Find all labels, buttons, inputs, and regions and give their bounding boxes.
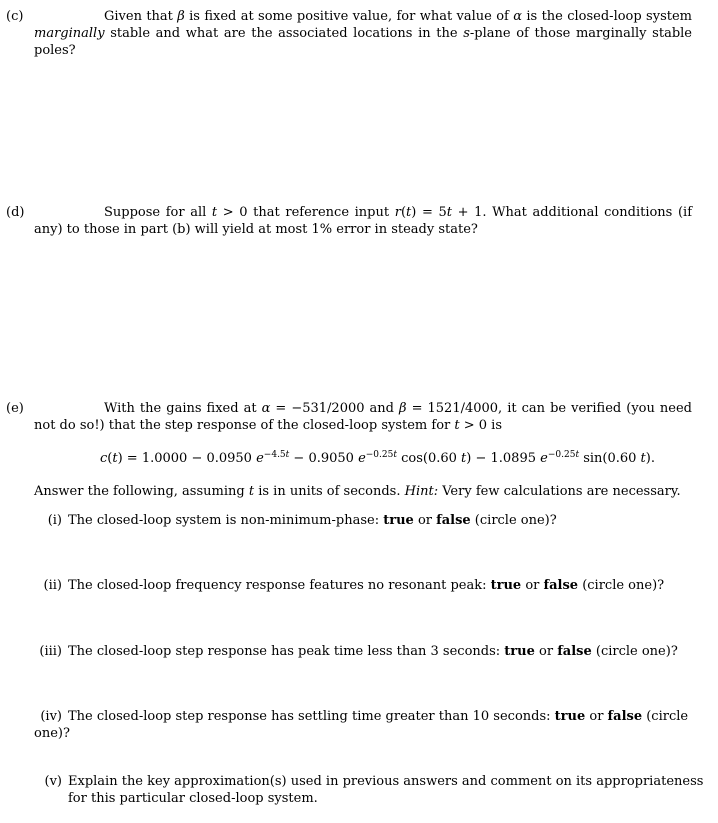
- item-text: The closed-loop step response has peak time less than 3 seconds: true or false (circle one)?: [68, 644, 678, 659]
- item-number: (ii): [43, 578, 62, 593]
- part-e-intro-text: With the gains fixed at α = −531/2000 and β = 1521/4000, it can be verified (you need not do so!) that the step response of the closed-loop system for t > 0 is: [34, 401, 692, 433]
- item-text: The closed-loop step response has settling time greater than 10 seconds: true or false (circle one)?: [34, 709, 689, 741]
- part-e-instruction: Answer the following, assuming t is in units of seconds. Hint: Very few calculations are necessary.: [34, 484, 681, 499]
- item-number: (iv): [40, 709, 62, 724]
- item-iii: [34, 643, 692, 660]
- part-c-text: Given that β is fixed at some positive value, for what value of α is the closed-loop system marginally stable and what are the associated locations in the s-plane of those marginally stable poles?: [34, 9, 692, 58]
- item-i: [34, 512, 692, 529]
- part-d-text: Suppose for all t > 0 that reference input r(t) = 5t + 1. What additional conditions (if any) to those in part (b) will yield at most 1% error in steady state?: [34, 205, 693, 237]
- item-v: [34, 773, 718, 807]
- item-number: (v): [44, 774, 62, 789]
- step-response-equation: c(t) = 1.0000 − 0.0950 $e^{-4.5t} - 0.9050$ $e^{-0.25t}$ cos(0.60 t) − 1.0895 $e^{-0.25t}$ sin(0.60 t).: [100, 450, 655, 466]
- part-c-question: [34, 8, 692, 59]
- item-ii: [34, 577, 692, 594]
- part-c-label: (c): [6, 9, 24, 24]
- item-text: The closed-loop frequency response features no resonant peak: true or false (circle one)?: [68, 578, 665, 593]
- item-iv: [34, 708, 692, 742]
- item-number: (iii): [39, 644, 62, 659]
- part-e-intro: [34, 400, 692, 434]
- item-text: The closed-loop system is non-minimum-phase: true or false (circle one)?: [68, 513, 557, 528]
- part-d-question: [34, 204, 692, 238]
- item-text: Explain the key approximation(s) used in previous answers and comment on its appropriateness for this particular closed-loop system.: [68, 774, 704, 806]
- part-e-label: (e): [6, 401, 24, 416]
- item-number: (i): [47, 513, 62, 528]
- part-d-label: (d): [6, 205, 25, 220]
